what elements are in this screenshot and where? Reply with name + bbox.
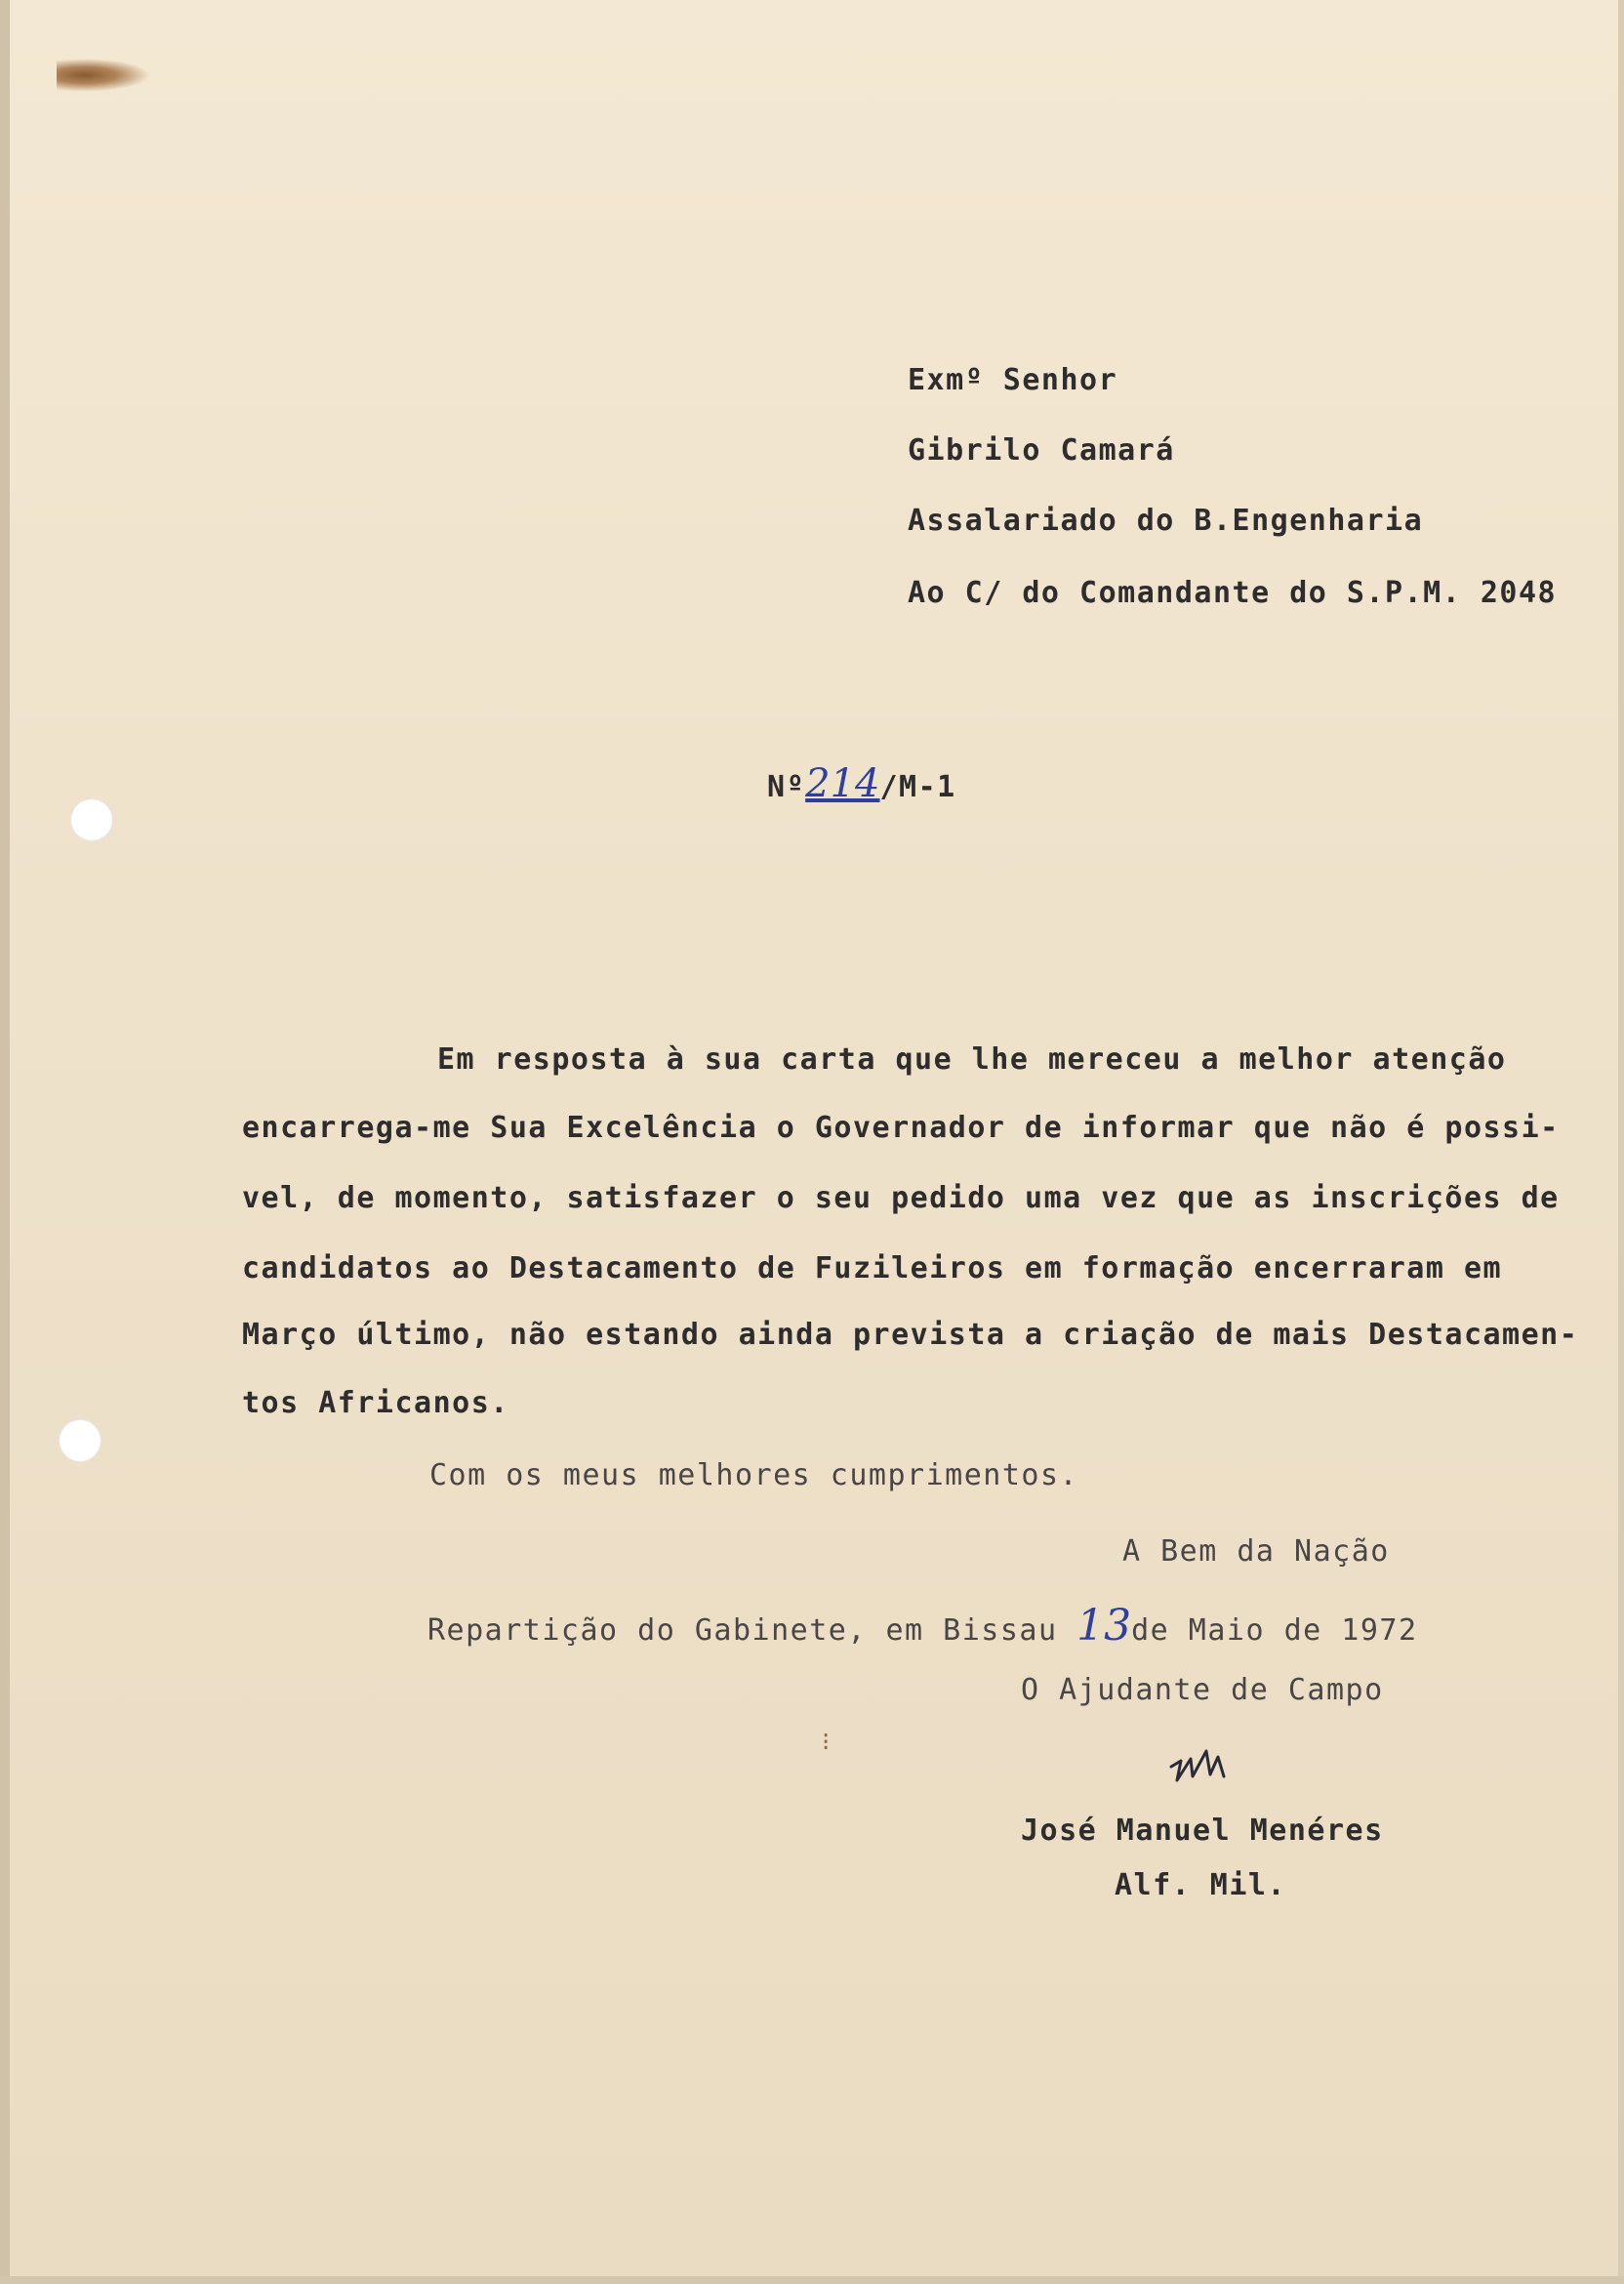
paper-edge-bottom [0,2276,1624,2284]
body-line-6: tos Africanos. [242,1386,509,1420]
motto-line: A Bem da Nação [1122,1534,1390,1569]
place-date-handwritten-day: 13 [1076,1601,1132,1651]
place-date-before: Repartição do Gabinete, em Bissau [427,1613,1077,1648]
reference-suffix: /M-1 [879,770,956,804]
ink-mark: ⁝ [822,1728,831,1757]
handwritten-signature [1167,1737,1265,1796]
body-line-4: candidatos ao Destacamento de Fuzileiros em formação encerraram em [242,1251,1503,1285]
address-position: Assalariado do B.Engenharia [908,504,1424,538]
address-name: Gibrilo Camará [908,433,1175,468]
reference-handwritten-number: 214 [805,761,880,806]
body-line-2: encarrega-me Sua Excelência o Governador de informar que não é possi- [242,1111,1560,1145]
body-line-3: vel, de momento, satisfazer o seu pedido uma vez que as inscrições de [242,1181,1560,1215]
address-salutation: Exmº Senhor [908,363,1118,397]
reference-number [767,761,956,806]
paper-edge-right [1618,0,1624,2284]
place-date-line [427,1601,1418,1651]
paper-edge-left [0,0,10,2284]
punch-hole-bottom [59,1419,102,1462]
punch-hole-top [70,798,113,841]
rust-stain [57,59,150,92]
body-line-1: Em resposta à sua carta que lhe mereceu a melhor atenção [437,1042,1507,1077]
place-date-after: de Maio de 1972 [1131,1613,1418,1648]
closing-line: Com os meus melhores cumprimentos. [429,1458,1079,1492]
reference-prefix: Nº [767,770,806,804]
address-via: Ao C/ do Comandante do S.P.M. 2048 [908,576,1558,610]
signatory-rank: Alf. Mil. [1115,1868,1287,1902]
signatory-title: O Ajudante de Campo [1021,1673,1384,1707]
signatory-name: José Manuel Menéres [1021,1814,1384,1848]
body-line-5: Março último, não estando ainda prevista a criação de mais Destacamen- [242,1318,1579,1352]
